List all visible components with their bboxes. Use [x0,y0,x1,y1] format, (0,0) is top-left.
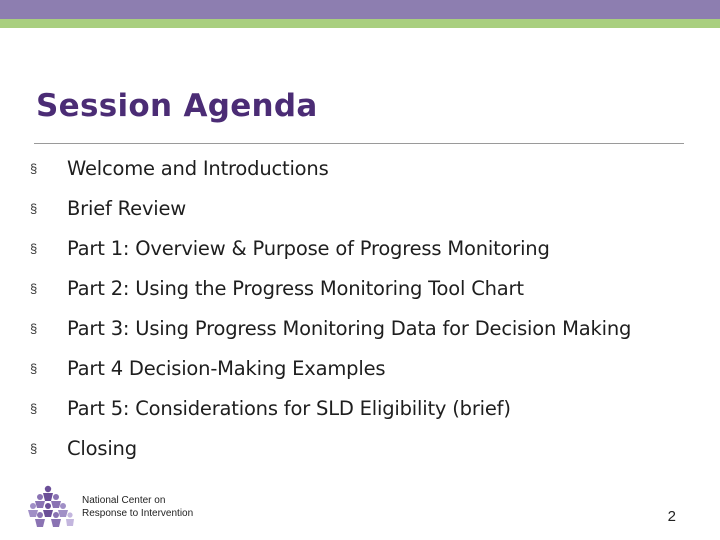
agenda-item-text: Brief Review [67,196,187,220]
bullet-icon: § [30,360,38,376]
bullet-icon: § [30,440,38,456]
slide-title: Session Agenda [36,88,318,124]
agenda-item-text: Welcome and Introductions [67,156,329,180]
bullet-icon: § [30,160,38,176]
agenda-item [30,348,710,388]
agenda-item-text: Part 3: Using Progress Monitoring Data for Decision Making [67,316,632,340]
agenda-item [30,268,710,308]
org-line-2: Response to Intervention [82,508,194,519]
agenda-item [30,308,710,348]
agenda-item [30,228,710,268]
agenda-item [30,188,710,228]
bullet-icon: § [30,240,38,256]
agenda-item-text: Part 1: Overview & Purpose of Progress Monitoring [67,236,550,260]
bullet-icon: § [30,320,38,336]
page-number: 2 [667,508,676,525]
ncrti-logo-icon [26,484,76,530]
agenda-item-text: Closing [67,436,137,460]
org-line-1: National Center on [82,495,166,506]
agenda-item-text: Part 5: Considerations for SLD Eligibility (brief) [67,396,511,420]
top-purple-band [0,0,720,19]
agenda-item [30,148,710,188]
title-divider [34,143,684,144]
organization-name [82,494,193,520]
agenda-item [30,388,710,428]
bullet-icon: § [30,200,38,216]
bullet-icon: § [30,400,38,416]
agenda-list [30,148,710,468]
top-green-band [0,19,720,28]
agenda-item-text: Part 2: Using the Progress Monitoring Tool Chart [67,276,524,300]
bullet-icon: § [30,280,38,296]
agenda-item [30,428,710,468]
agenda-item-text: Part 4 Decision-Making Examples [67,356,386,380]
